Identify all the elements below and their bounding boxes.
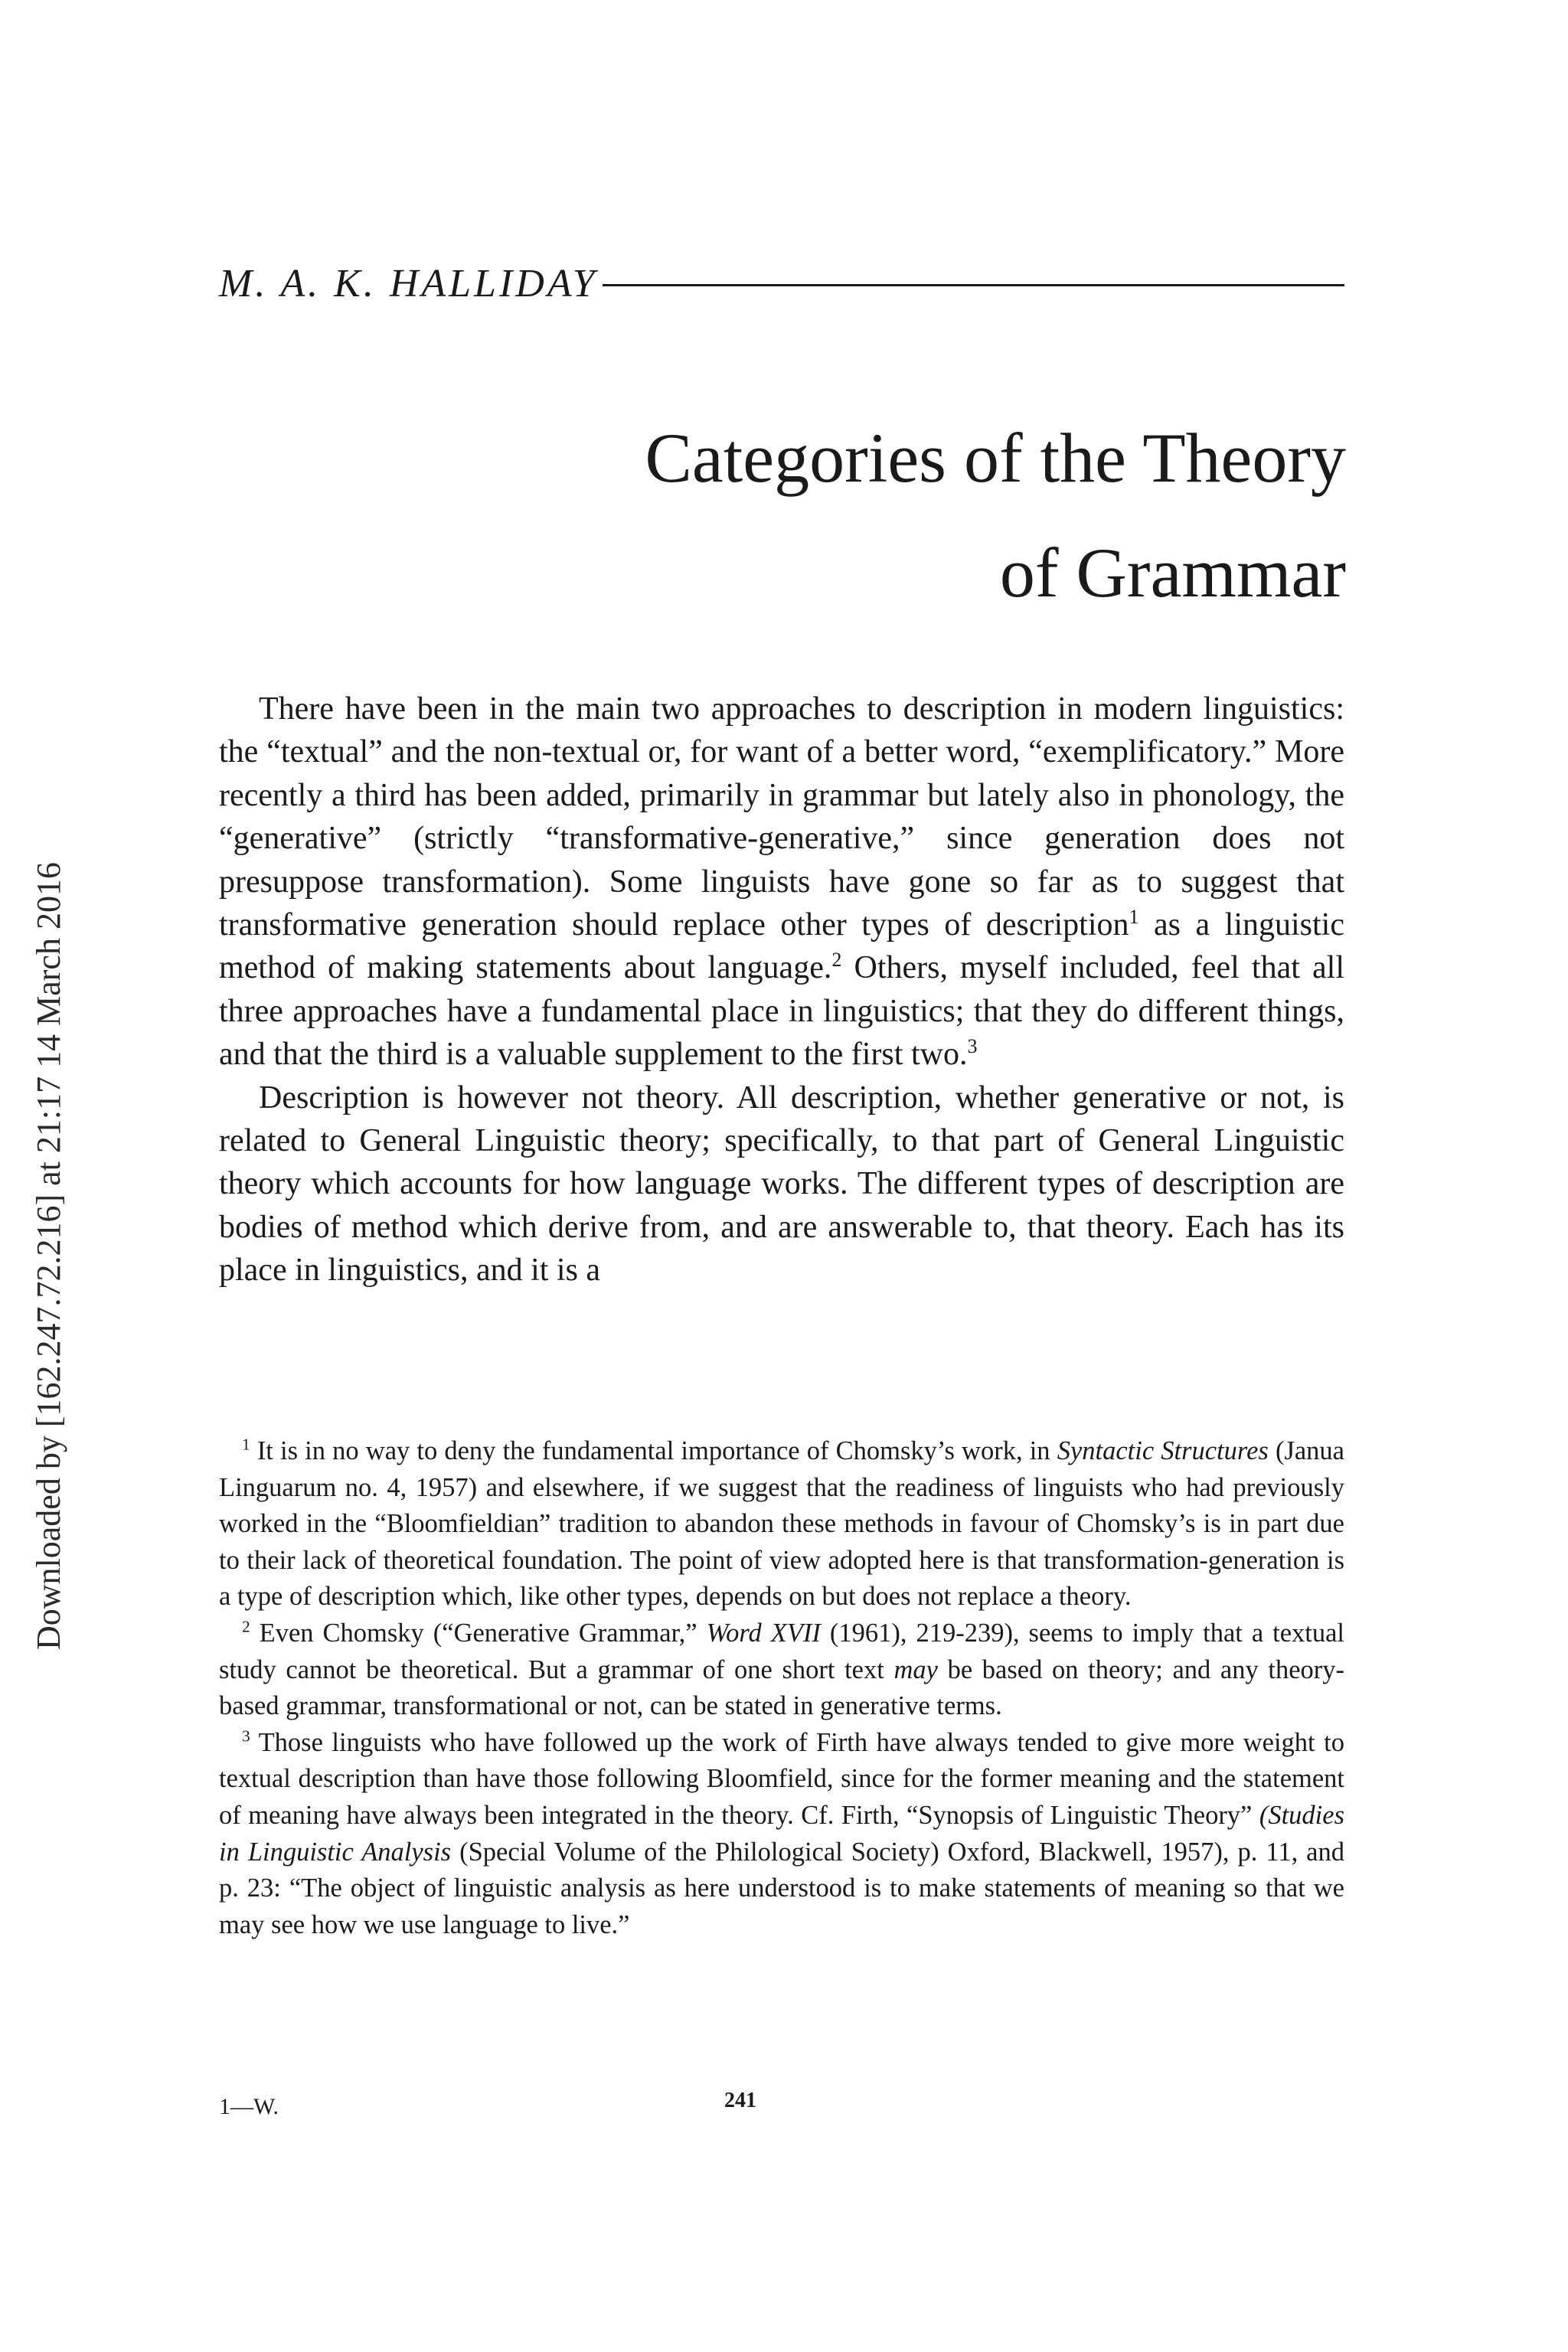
- footnote-2-text-b: (1961), 219-239), seems to imply that a textual study cannot be theoretical. But a grammar of one short text: [219, 1618, 1345, 1684]
- footnote-2-italic: Word XVII: [706, 1618, 821, 1648]
- paragraph-1-text-a: There have been in the main two approaches to description in modern linguistics: the “textual” and the non-textual or, for want of a better word, “exemplificatory.” More recently a third has been added, primarily in grammar but lately also in phonology, the “generative” (strictly “transformative-generative,” since generation does not presuppose transformation). Some linguists have gone so far as to suggest that transformative generation should replace other types of description: [219, 691, 1344, 943]
- footnote-3-number: 3: [242, 1726, 250, 1746]
- body-text: [219, 688, 1344, 1292]
- footnote-3-italic: (Studies in Linguistic Analysis: [219, 1800, 1344, 1867]
- footnote-2-number: 2: [242, 1617, 250, 1636]
- footnote-2-text-c: be based on theory; and any theory-based grammar, transformational or not, can be stated in generative terms.: [219, 1655, 1344, 1721]
- page-number: 241: [724, 2089, 756, 2112]
- header-rule: [603, 284, 1344, 286]
- paragraph-2: Description is however not theory. All description, whether generative or not, is related to General Linguistic theory; specifically, to that part of General Linguistic theory which accounts for how language works. The different types of description are bodies of method which derive from, and are answerable to, that theory. Each has its place in linguistics, and it is a: [219, 1080, 1344, 1289]
- footnote-1-text-a: It is in no way to deny the fundamental importance of Chomsky’s work, in: [250, 1436, 1057, 1465]
- download-stamp: Downloaded by [162.247.72.216] at 21:17 14 March 2016: [30, 862, 67, 1650]
- footnote-2-text-a: Even Chomsky (“Generative Grammar,”: [250, 1618, 707, 1648]
- footnote-2: [219, 1615, 1344, 1725]
- article-title-line-2: of Grammar: [999, 534, 1346, 612]
- footnote-2-italic-2: may: [893, 1655, 938, 1684]
- footnotes: [219, 1433, 1344, 1943]
- footnote-3-text-b: (Special Volume of the Philological Society) Oxford, Blackwell, 1957), p. 11, and p. 23: “The object of linguistic analysis as here understood is to make statements of meaning so that we may see how we use language to live.”: [219, 1837, 1344, 1939]
- author-name: M. A. K. HALLIDAY: [219, 261, 598, 305]
- footnote-3: [219, 1725, 1344, 1944]
- footnote-1-italic: Syntactic Structures: [1057, 1436, 1269, 1465]
- footnote-3-text-a: Those linguists who have followed up the work of Firth have always tended to give more weight to textual description than have those following Bloomfield, since for the former meaning and the statement of meaning have always been integrated in the theory. Cf. Firth, “Synopsis of Linguistic Theory”: [219, 1727, 1344, 1830]
- footnote-ref-2: 2: [831, 949, 842, 972]
- footnote-1-number: 1: [242, 1435, 250, 1454]
- article-title-line-1: Categories of the Theory: [645, 419, 1346, 497]
- footnote-1-text-b: (Janua Linguarum no. 4, 1957) and elsewhere, if we suggest that the readiness of linguists who had previously worked in the “Bloomfieldian” tradition to abandon these methods in favour of Chomsky’s is in part due to their lack of theoretical foundation. The point of view adopted here is that transformation-generation is a type of description which, like other types, depends on but does not replace a theory.: [219, 1436, 1344, 1612]
- footnote-ref-1: 1: [1129, 906, 1139, 929]
- footnote-ref-3: 3: [967, 1035, 978, 1058]
- author-header: [219, 256, 1344, 310]
- footnote-1: [219, 1433, 1344, 1615]
- paragraph-1: [219, 688, 1344, 1076]
- printer-signature: 1—W.: [219, 2094, 279, 2119]
- paragraph-1-text-b: as a linguistic method of making statements about language.: [219, 907, 1344, 986]
- paragraph-1-text-c: Others, myself included, feel that all three approaches have a fundamental place in linguistics; that they do different things, and that the third is a valuable supplement to the first two.: [219, 950, 1344, 1073]
